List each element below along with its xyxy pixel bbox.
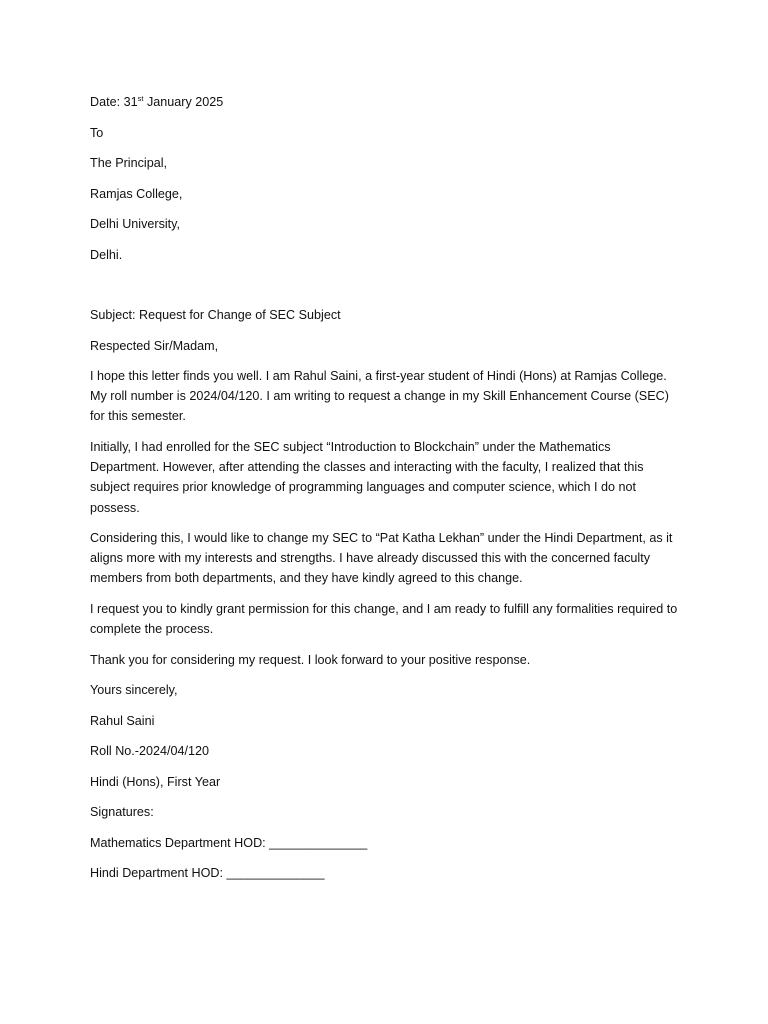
- letter-salutation: Respected Sir/Madam,: [90, 338, 219, 353]
- sender-course: Hindi (Hons), First Year: [90, 774, 221, 789]
- body-paragraph: I request you to kindly grant permission for this change, and I am ready to fulfill any formalities required to complete the process.: [90, 601, 678, 637]
- body-paragraph: Thank you for considering my request. I look forward to your positive response.: [90, 652, 531, 667]
- signature-line-hindi-hod: Hindi Department HOD: ______________: [90, 866, 325, 881]
- recipient-university: Delhi University,: [90, 217, 181, 231]
- recipient-college: Ramjas College,: [90, 186, 183, 201]
- letter-closing: Yours sincerely,: [90, 683, 178, 698]
- date-prefix: Date: 31: [90, 95, 138, 109]
- body-paragraph: Initially, I had enrolled for the SEC subject “Introduction to Blockchain” under the Mathematics Department. However, after attending the classes and interacting with the faculty, I realized that this subject requires prior knowledge of programming languages and computer science, which I do not possess.: [90, 439, 644, 515]
- body-paragraph: Considering this, I would like to change my SEC to “Pat Katha Lekhan” under the Hindi Department, as it aligns more with my interests and strengths. I have already discussed this with the concerned faculty members from both departments, and they have kindly agreed to this change.: [90, 531, 673, 586]
- signatures-label: Signatures:: [90, 805, 154, 820]
- sender-roll-number: Roll No.-2024/04/120: [90, 744, 210, 759]
- recipient-title: The Principal,: [90, 156, 167, 170]
- date-superscript: st: [137, 93, 144, 103]
- letter-subject: Subject: Request for Change of SEC Subject: [90, 308, 341, 322]
- sender-name: Rahul Saini: [90, 713, 155, 728]
- body-paragraph: I hope this letter finds you well. I am Rahul Saini, a first-year student of Hindi (Hons) at Ramjas College. My roll number is 2024/04/120. I am writing to request a change in my Skill Enhancement Course (SEC) for this semester.: [90, 369, 669, 424]
- date-suffix: January 2025: [143, 95, 224, 109]
- letter-to: To: [90, 125, 104, 140]
- spacer: [90, 275, 680, 305]
- letter-date: [90, 92, 680, 112]
- signature-line-maths-hod: Mathematics Department HOD: ______________: [90, 835, 368, 850]
- recipient-city: Delhi.: [90, 247, 123, 262]
- letter-page: [90, 92, 680, 894]
